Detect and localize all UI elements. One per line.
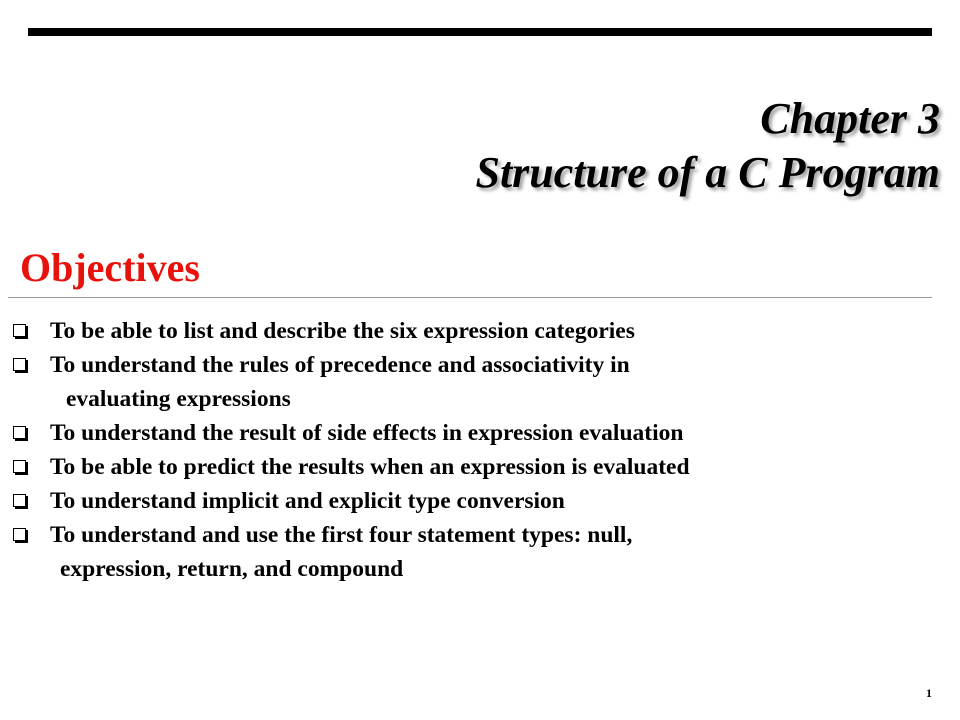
objective-continuation: evaluating expressions — [66, 386, 291, 412]
checkbox-square-icon — [13, 494, 26, 507]
objective-continuation: expression, return, and compound — [60, 556, 404, 582]
objectives-heading: Objectives — [20, 245, 200, 290]
top-rule — [28, 28, 932, 36]
chapter-title: Chapter 3 — [760, 94, 940, 143]
objective-text: To be able to predict the results when an expression is evaluated — [50, 454, 690, 480]
checkbox-square-icon — [13, 426, 26, 439]
list-item — [10, 518, 690, 586]
list-item — [10, 484, 690, 518]
objective-text: To understand the result of side effects in expression evaluation — [50, 420, 684, 446]
checkbox-square-icon — [13, 460, 26, 473]
objective-text: To be able to list and describe the six expression categories — [50, 318, 635, 344]
objectives-list — [10, 314, 690, 586]
page-number: 1 — [926, 686, 932, 700]
divider — [8, 297, 932, 298]
list-item — [10, 450, 690, 484]
slide-title — [475, 92, 940, 200]
list-item — [10, 314, 690, 348]
objective-text: To understand implicit and explicit type conversion — [50, 488, 565, 514]
list-item — [10, 348, 690, 416]
checkbox-square-icon — [13, 528, 26, 541]
checkbox-square-icon — [13, 358, 26, 371]
objective-text: To understand the rules of precedence and associativity in — [50, 352, 630, 378]
checkbox-square-icon — [13, 324, 26, 337]
list-item — [10, 416, 690, 450]
chapter-subtitle: Structure of a C Program — [475, 148, 940, 197]
objective-text: To understand and use the first four statement types: null, — [50, 522, 633, 548]
